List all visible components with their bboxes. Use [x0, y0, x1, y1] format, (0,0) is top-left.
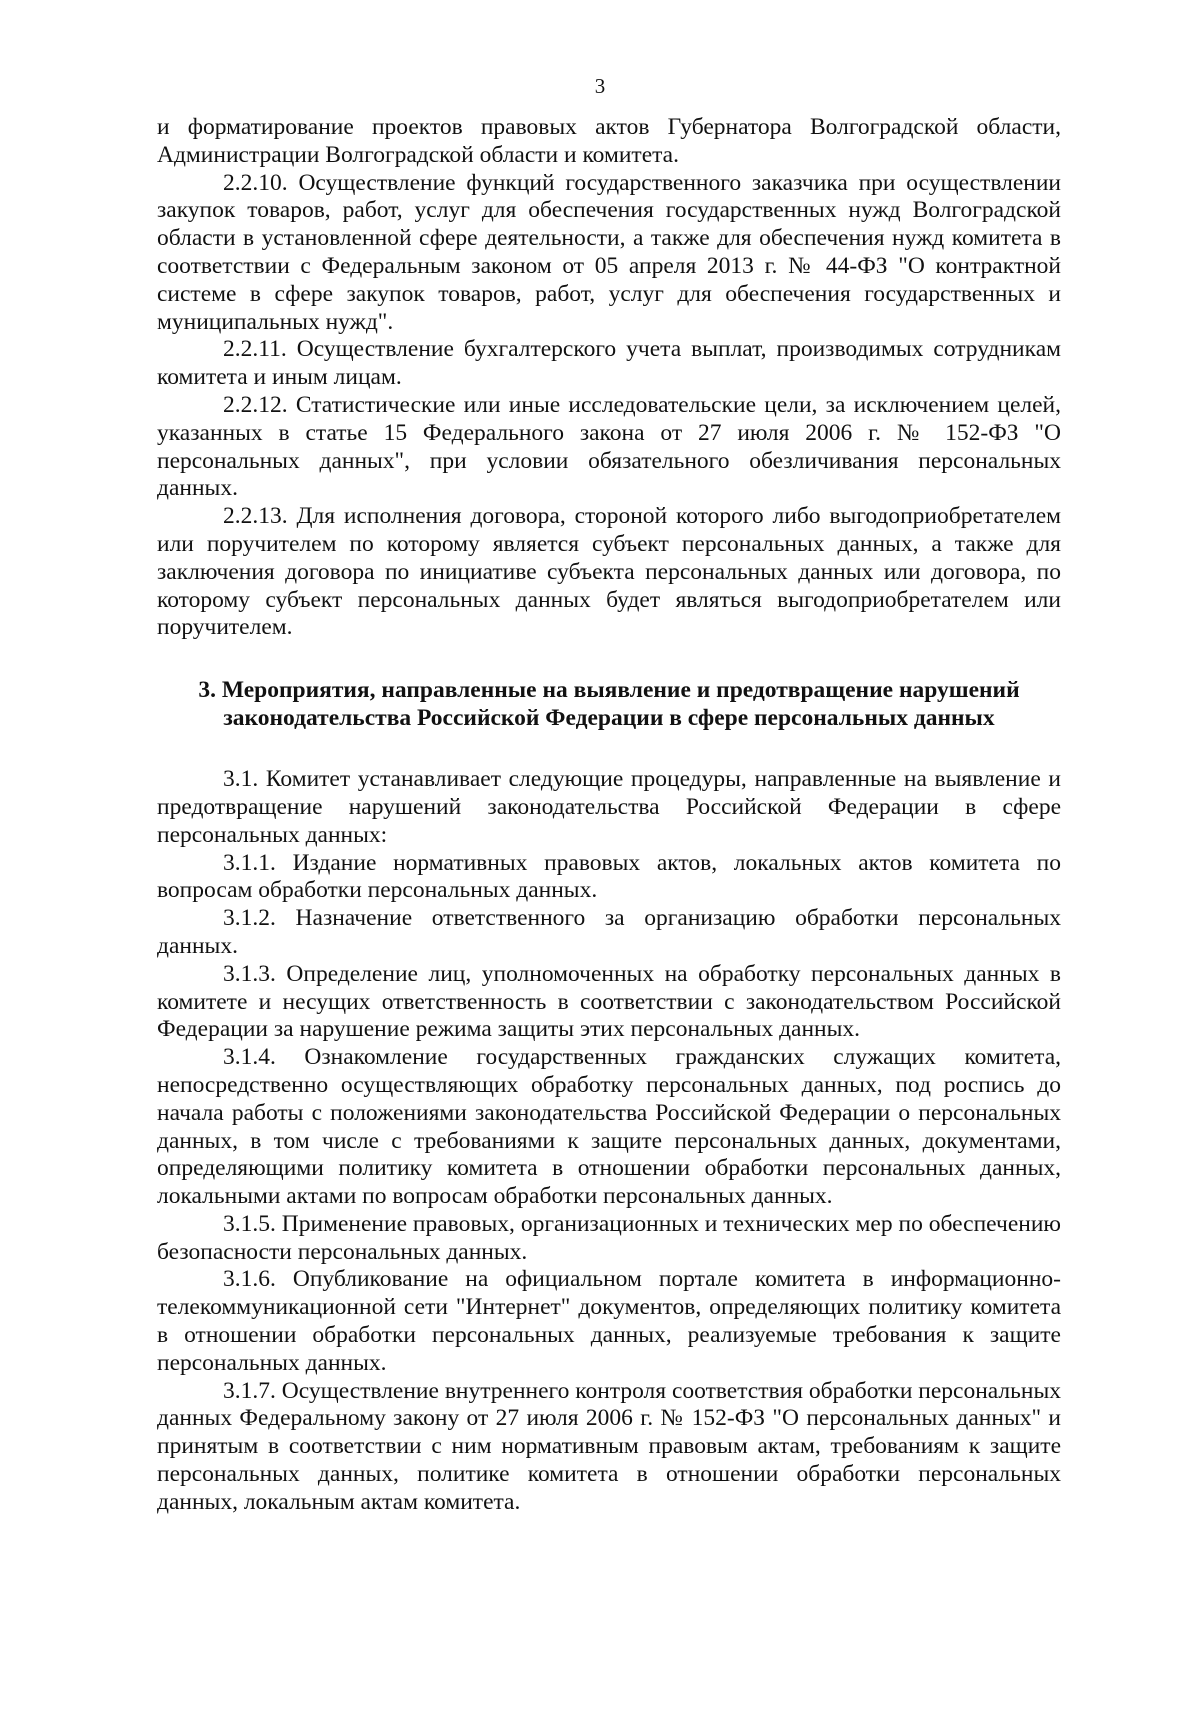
- paragraph-2-2-12: 2.2.12. Статистические или иные исследовательские цели, за исключением целей, указанных в статье 15 Федерального закона от 27 июля 2006 г. № 152-ФЗ "О персональных данных", при условии обязательного обезличивания персональных данных.: [157, 391, 1061, 502]
- paragraph-3-1-5: 3.1.5. Применение правовых, организационных и технических мер по обеспечению безопасности персональных данных.: [157, 1210, 1061, 1265]
- paragraph-3-1-1: 3.1.1. Издание нормативных правовых актов, локальных актов комитета по вопросам обработки персональных данных.: [157, 849, 1061, 904]
- paragraphs-after-heading: [157, 766, 1061, 1517]
- paragraphs-before-heading: [157, 114, 1061, 642]
- paragraph-3-1-2: 3.1.2. Назначение ответственного за организацию обработки персональных данных.: [157, 905, 1061, 959]
- paragraph-2-2-11: 2.2.11. Осуществление бухгалтерского учета выплат, производимых сотрудникам комитета и иным лицам.: [157, 336, 1061, 391]
- paragraph-2-2-13: 2.2.13. Для исполнения договора, стороной которого либо выгодоприобретателем или поручителем по которому является субъект персональных данных, а также для заключения договора по инициативе субъекта персональных данных или договора, по которому субъект персональных данных будет являться выгодоприобретателем или поручителем.: [157, 503, 1061, 641]
- paragraph-continuation: и форматирование проектов правовых актов Губернатора Волгоградской области, Администрации Волгоградской области и комитета.: [157, 114, 1061, 168]
- page-number: 3: [594, 74, 606, 98]
- paragraph-3-1-7: 3.1.7. Осуществление внутреннего контроля соответствия обработки персональных данных Федеральному закону от 27 июля 2006 г. № 152-ФЗ "О персональных данных" и принятым в соответствии с ним нормативным правовым актам, требованиям к защите персональных данных, политике комитета в отношении обработки персональных данных, локальным актам комитета.: [157, 1377, 1061, 1515]
- paragraph-3-1-6: 3.1.6. Опубликование на официальном портале комитета в информационно-телекоммуникационной сети "Интернет" документов, определяющих политику комитета в отношении обработки персональных данных, реализуемые требования к защите персональных данных.: [157, 1266, 1061, 1376]
- paragraph-3-1-4: 3.1.4. Ознакомление государственных гражданских служащих комитета, непосредственно осуществляющих обработку персональных данных, под роспись до начала работы с положениями законодательства Российской Федерации о персональных данных, в том числе с требованиями к защите персональных данных, документами, определяющими политику комитета в отношении обработки персональных данных, локальными актами по вопросам обработки персональных данных.: [157, 1044, 1061, 1210]
- section-3-heading: 3. Мероприятия, направленные на выявление и предотвращение нарушений законодательства Российской Федерации в сфере персональных данных: [198, 677, 1020, 732]
- paragraph-2-2-10: 2.2.10. Осуществление функций государственного заказчика при осуществлении закупок товаров, работ, услуг для обеспечения государственных нужд Волгоградской области в установленной сфере деятельности, а также для обеспечения нужд комитета в соответствии с Федеральным законом от 05 апреля 2013 г. № 44-ФЗ "О контрактной системе в сфере закупок товаров, работ, услуг для обеспечения государственных и муниципальных нужд".: [157, 169, 1061, 335]
- paragraph-3-1: 3.1. Комитет устанавливает следующие процедуры, направленные на выявление и предотвращение нарушений законодательства Российской Федерации в сфере персональных данных:: [157, 766, 1061, 848]
- document-body: [157, 114, 1061, 1517]
- paragraph-3-1-3: 3.1.3. Определение лиц, уполномоченных на обработку персональных данных в комитете и несущих ответственность в соответствии с законодательством Российской Федерации за нарушение режима защиты этих персональных данных.: [157, 960, 1061, 1043]
